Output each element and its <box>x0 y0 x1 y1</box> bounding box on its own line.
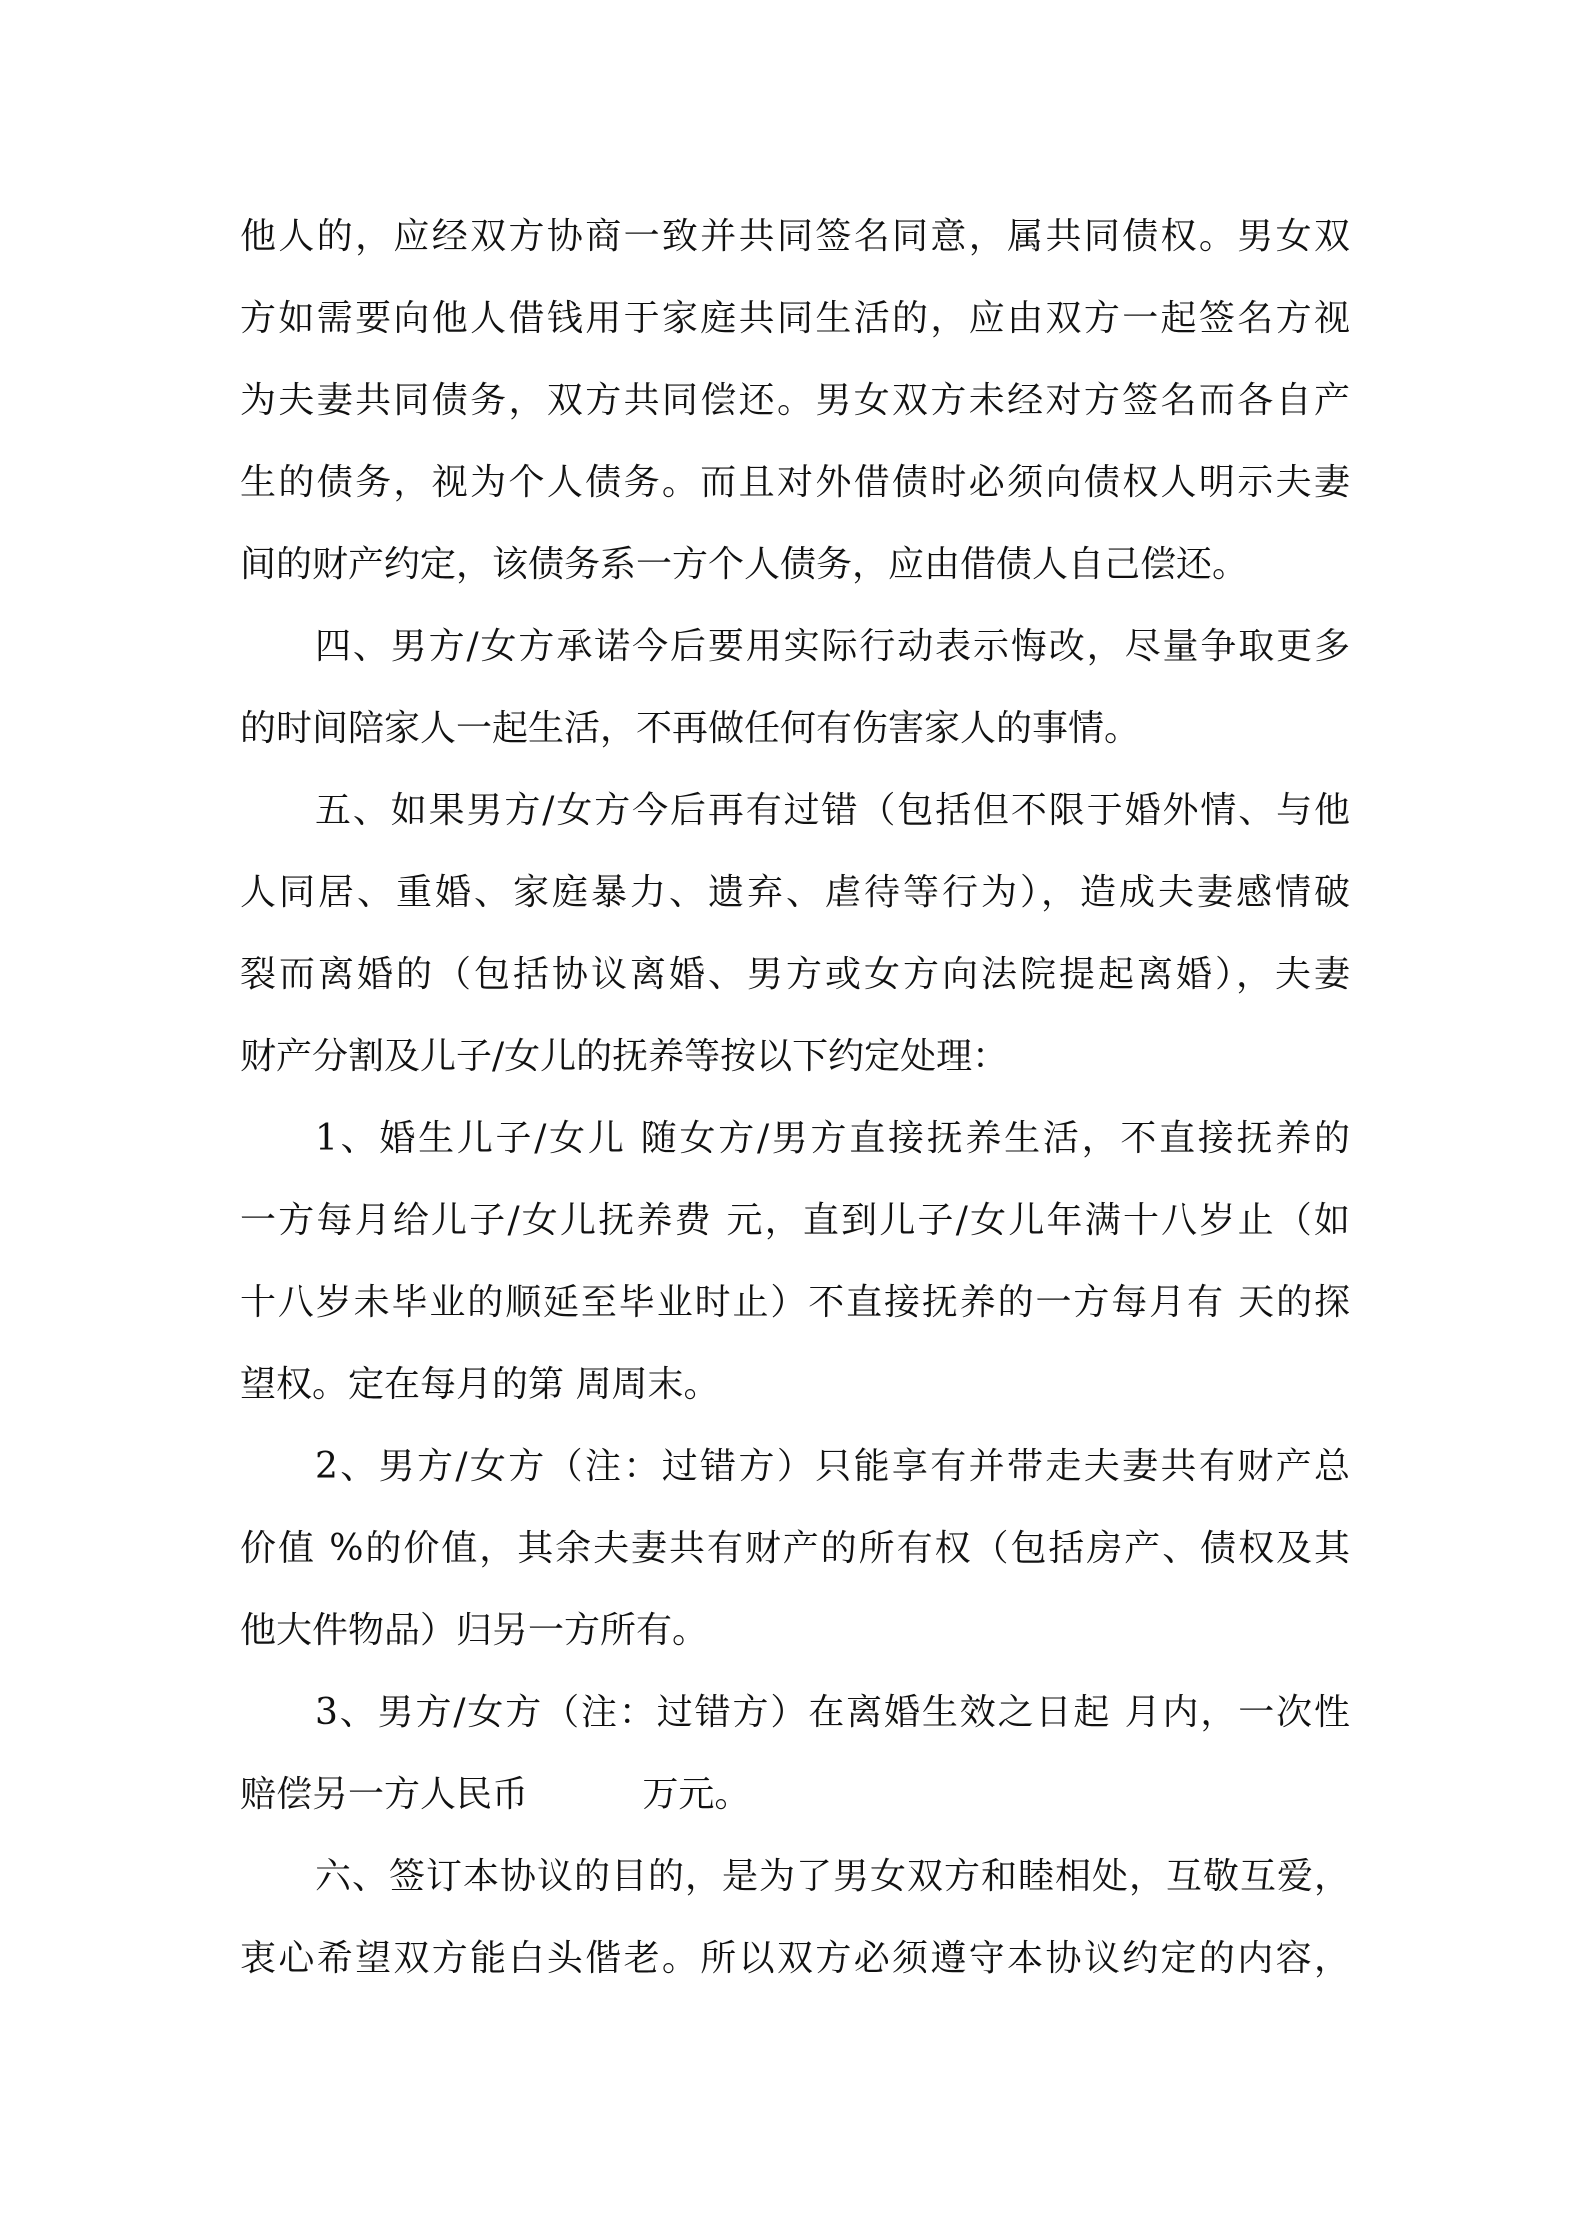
text-line: 人同居、重婚、家庭暴力、遗弃、虐待等行为），造成夫妻感情破 <box>240 872 1350 913</box>
text-line: 五、如果男方/女方今后再有过错（包括但不限于婚外情、与他 <box>315 790 1350 831</box>
text-line: 间的财产约定，该债务系一方个人债务，应由借债人自己偿还。 <box>240 544 1249 585</box>
text-line: 十八岁未毕业的顺延至毕业时止）不直接抚养的一方每月有 天的探 <box>240 1282 1350 1323</box>
agreement-text <box>240 196 1350 2000</box>
text-line: 一方每月给儿子/女儿抚养费 元，直到儿子/女儿年满十八岁止（如 <box>240 1200 1350 1241</box>
text-line: 望权。定在每月的第 周周末。 <box>240 1364 720 1405</box>
text-line: 衷心希望双方能白头偕老。所以双方必须遵守本协议约定的内容， <box>240 1938 1350 1979</box>
text-line: 价值 %的价值，其余夫妻共有财产的所有权（包括房产、债权及其 <box>240 1528 1350 1569</box>
text-line: 的时间陪家人一起生活，不再做任何有伤害家人的事情。 <box>240 708 1141 749</box>
text-line: 生的债务，视为个人债务。而且对外借债时必须向债权人明示夫妻 <box>240 462 1350 503</box>
text-line: 1、婚生儿子/女儿 随女方/男方直接抚养生活，不直接抚养的 <box>315 1118 1350 1159</box>
text-line: 裂而离婚的（包括协议离婚、男方或女方向法院提起离婚），夫妻 <box>240 954 1350 995</box>
text-line: 四、男方/女方承诺今后要用实际行动表示悔改，尽量争取更多 <box>315 626 1350 667</box>
text-line: 为夫妻共同债务，双方共同偿还。男女双方未经对方签名而各自产 <box>240 380 1350 421</box>
text-line: 六、签订本协议的目的，是为了男女双方和睦相处，互敬互爱， <box>315 1856 1350 1897</box>
text-line: 赔偿另一方人民币 万元。 <box>240 1774 751 1815</box>
text-line: 方如需要向他人借钱用于家庭共同生活的，应由双方一起签名方视 <box>240 298 1350 339</box>
text-line: 他人的，应经双方协商一致并共同签名同意，属共同债权。男女双 <box>240 216 1350 257</box>
text-line: 他大件物品）归另一方所有。 <box>240 1610 709 1651</box>
text-line: 财产分割及儿子/女儿的抚养等按以下约定处理： <box>240 1036 1009 1077</box>
text-line: 3、男方/女方（注：过错方）在离婚生效之日起 月内，一次性 <box>315 1692 1350 1733</box>
text-line: 2、男方/女方（注：过错方）只能享有并带走夫妻共有财产总 <box>315 1446 1350 1487</box>
